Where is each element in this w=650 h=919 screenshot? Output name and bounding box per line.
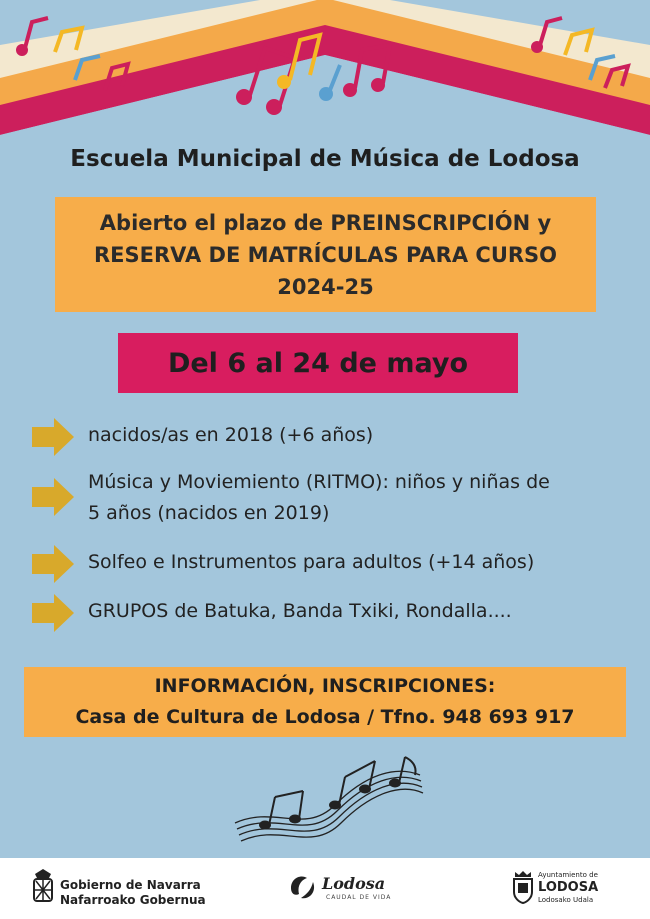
- arrow-right-icon: [32, 545, 74, 583]
- announcement-box: [55, 197, 596, 312]
- ayuntamiento-shield-icon: [512, 870, 534, 904]
- dates-banner: [118, 333, 518, 393]
- announcement-text: [84, 207, 567, 303]
- gobierno-name-basque: Nafarroako Gobernua: [60, 893, 206, 907]
- lodosa-wordmark: Lodosa: [322, 874, 386, 893]
- lodosa-logo-icon: [287, 872, 319, 904]
- list-item-text: Solfeo e Instrumentos para adultos (+14 años): [88, 551, 535, 573]
- arrow-right-icon: [32, 594, 74, 632]
- dates-label: Del 6 al 24 de mayo: [167, 347, 469, 379]
- announcement-line: 2024-25: [277, 274, 374, 299]
- arrow-right-icon: [32, 478, 74, 516]
- lodosa-tagline: CAUDAL DE VIDA: [326, 894, 392, 901]
- list-item-line: 5 años (nacidos en 2019): [88, 502, 330, 524]
- ayuntamiento-name-basque: Lodosako Udala: [538, 896, 594, 904]
- footer: [0, 858, 650, 919]
- header-decoration: [0, 0, 650, 150]
- ayuntamiento-name: LODOSA: [538, 880, 599, 895]
- ayuntamiento-label: Ayuntamiento de: [538, 871, 598, 879]
- list-item-text: GRUPOS de Batuka, Banda Txiki, Rondalla....: [88, 600, 512, 622]
- arrow-right-icon: [32, 418, 74, 456]
- list-item-text: [88, 467, 550, 529]
- music-staff-icon: [225, 745, 425, 845]
- gobierno-navarra-emblem-icon: [30, 868, 56, 908]
- info-contact: Casa de Cultura de Lodosa / Tfno. 948 693 917: [75, 706, 575, 728]
- announcement-line: RESERVA DE MATRÍCULAS PARA CURSO: [93, 242, 558, 267]
- gobierno-name: Gobierno de Navarra: [60, 878, 201, 892]
- info-box: [24, 667, 626, 737]
- school-title: Escuela Municipal de Música de Lodosa: [70, 146, 580, 172]
- list-item-line: Música y Moviemiento (RITMO): niños y niñas de: [88, 471, 550, 493]
- list-item-text: nacidos/as en 2018 (+6 años): [88, 424, 374, 446]
- announcement-line: Abierto el plazo de PREINSCRIPCIÓN y: [99, 210, 552, 235]
- info-heading: INFORMACIÓN, INSCRIPCIONES:: [154, 675, 496, 697]
